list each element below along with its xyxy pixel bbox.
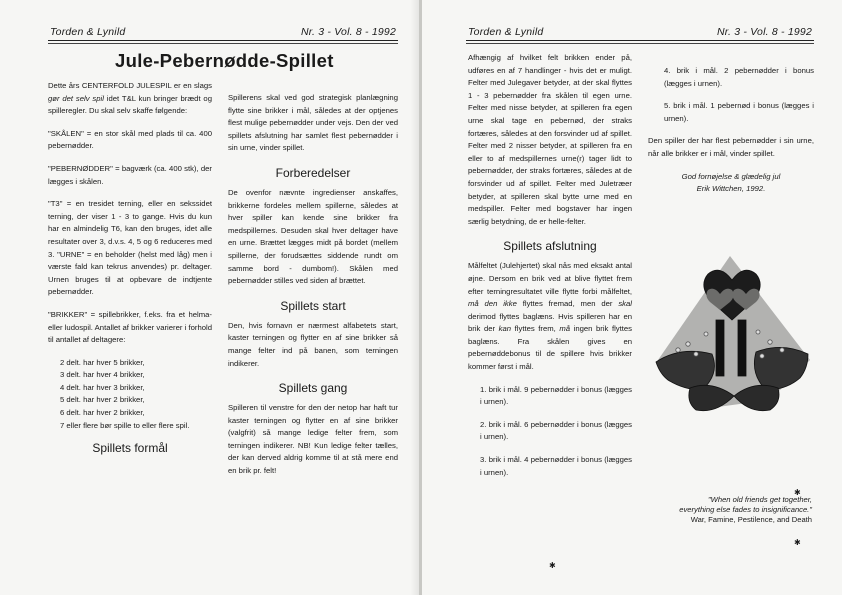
right-column-2 [648, 65, 814, 196]
page-title: Jule-Pebernødde-Spillet [115, 50, 334, 71]
pebernoedder-paragraph: "PEBERNØDDER" = bagværk (ca. 400 stk), der lægges i skålen. [48, 163, 212, 186]
vinder-paragraph: Den spiller der har flest pebernødder i sin urne, når alle brikker er i mål, vinder spillet. [648, 136, 814, 158]
header-issue: Nr. 3 - Vol. 8 - 1992 [300, 26, 396, 38]
gang-paragraph: Spilleren til venstre for den der netop har haft tur kaster terningen og flytter en af sine brikker (valgfrit) så mange ledige felter frem, som terningen indikerer. NB! Kun ledige felter tælles, der kan derved aldrig komme til at stå mere end en brik pr. felt! [228, 403, 398, 476]
afslutning-italic: må [559, 324, 571, 334]
star-icon: ✱ [794, 538, 801, 547]
intro-text-c: idet T&L kun bringer brædt og spilleregler. Du skal selv skaffe følgende: [48, 93, 212, 116]
signature-greeting: God fornøjelse & glædelig jul [681, 171, 781, 181]
start-paragraph: Den, hvis fornavn er nærmest alfabetets start, kaster terningen og flytter en af sine brikker så mange felter ind på banen, som terningen indikerer. [228, 320, 398, 368]
quote-attribution: War, Famine, Pestilence, and Death [690, 515, 812, 524]
holly-heart-ornament-icon [650, 250, 818, 420]
bonus-5: 5. brik i mål. 1 pebernød i bonus (lægges i urnen). [664, 101, 814, 123]
section-heading-formaal: Spillets formål [92, 441, 168, 456]
handlinger-paragraph: Afhængig af hvilket felt brikken ender på, udføres en af 7 handlinger - hvis det er muligt. Felter med Julegaver betyder, at der skal flyttes 1 - 3 pebernødder fra skålen til egen urne. Felter med nisse betyder, at spilleren fra egen urne skal tage en pebernød, der straks fortæres, således at den forsvinder ud af spillet. Felter med 2 nisser betyder, at spilleren fra en eller to af medspillernes urne(r) tager lidt to pebernødder, der straks fortæres, således at de forsvinder ud af spillet. Felter med Juletræer betyder, at spilleren skal bytte urne med en medspiller. Felter med bogstaver har ingen særlig betydning, de er helle-felter. [468, 53, 632, 226]
afslutning-text: flyttes frem, [514, 324, 556, 334]
star-icon: ✱ [549, 561, 556, 570]
header-rule [466, 40, 814, 41]
list-item: 7 eller flere bør spille to eller flere spil. [60, 420, 190, 430]
afslutning-italic: må [468, 299, 479, 309]
section-heading-afslutning: Spillets afslutning [503, 239, 597, 254]
list-item: 2 delt. har hver 5 brikker, [60, 357, 145, 367]
header-rule-thin [48, 43, 398, 44]
afslutning-italic: skal [618, 299, 632, 309]
afslutning-italic: kan [498, 324, 512, 334]
afslutning-italic: den [484, 299, 498, 309]
intro-text-a: Dette års CENTERFOLD JULESPIL er en slags [48, 81, 212, 90]
list-item: 4 delt. har hver 3 brikker, [60, 382, 145, 392]
header-publication: Torden & Lynild [50, 26, 126, 38]
brikker-list [48, 357, 212, 433]
list-item: 5 delt. har hver 2 brikker, [60, 395, 145, 405]
left-column-2 [228, 92, 398, 488]
quote-line-2: everything else fades to insignificance." [679, 505, 812, 514]
intro-paragraph [48, 80, 212, 118]
bonus-3: 3. brik i mål. 4 pebernødder i bonus (lægges i urnen). [480, 455, 632, 477]
formaal-paragraph: Spillerens skal ved god strategisk planlægning flytte sine brikker i mål, således at der optjenes flest mulige pebernødder under vejs. Den der ved spillets afslutning har samlet flest pebernødder i sin urne, vinder spillet. [228, 93, 398, 153]
header-issue: Nr. 3 - Vol. 8 - 1992 [716, 26, 812, 38]
forberedelser-paragraph: De ovenfor nævnte ingredienser anskaffes, brikkerne fordeles mellem spillerne, således at hver spiller kan kende sine brikker fra medspillernes. Desuden skal hver deltager have en urne. Brættet lægges midt på bordet (mellem spillerne, der forudsættes siddende rundt om samme bord - dumbom!). Skålen med pebernødder stilles ved siden af brættet. [228, 187, 398, 286]
afslutning-paragraph [468, 260, 632, 373]
page-gutter [419, 0, 422, 595]
bonus-2: 2. brik i mål. 6 pebernødder i bonus (lægges i urnen). [480, 419, 632, 442]
closing-quote [640, 495, 812, 525]
section-heading-forberedelser: Forberedelser [275, 165, 351, 180]
bonus-4: 4. brik i mål. 2 pebernødder i bonus (lægges i urnen). [664, 66, 814, 88]
brikker-paragraph: "BRIKKER" = spillebrikker, f.eks. fra et helma- eller ludospil. Antallet af brikker varierer i forhold til antallet af deltagere: [48, 309, 212, 345]
list-item: 3 delt. har hver 4 brikker, [60, 370, 145, 380]
signature-author: Erik Wittchen, 1992. [696, 184, 766, 194]
afslutning-italic: ikke [503, 299, 517, 309]
right-column-1 [468, 52, 632, 489]
afslutning-text: Målfeltet (Julehjertet) skal nås med eksakt antal øjne. Dersom en brik ved at blive flyttet frem efter terningresultatet ville flytte forbi målfeltet, [468, 261, 632, 296]
afslutning-text: ingen brik flyttes baglæns. Fra skålen gives en pebernøddebonus til de spillere hvis brikker kommer først i mål. [468, 324, 633, 372]
afslutning-text: derimod flyttes baglæns. Hvis spilleren har en brik der [468, 311, 632, 334]
afslutning-text: flyttes fremad, men der [522, 299, 613, 309]
list-item: 6 delt. har hver 2 brikker, [60, 408, 145, 418]
header-publication: Torden & Lynild [468, 26, 544, 38]
intro-text-italic: gør det selv spil [48, 93, 104, 103]
star-icon: ✱ [794, 488, 801, 497]
quote-line-1: "When old friends get together, [707, 495, 812, 504]
bonus-1: 1. brik i mål. 9 pebernødder i bonus (lægges i urnen). [480, 384, 632, 407]
section-heading-gang: Spillets gang [278, 381, 348, 396]
skaalen-paragraph: "SKÅLEN" = en stor skål med plads til ca. 400 pebernødder. [48, 128, 212, 151]
section-heading-start: Spillets start [280, 298, 346, 313]
header-rule [48, 40, 398, 41]
terning-paragraph: "T3" = en tresidet terning, eller en sekssidet terning, der viser 1 - 3 to gange. Hvis du kun har en almindelig T6, kan den bruges, idet alle resultater over 3, d.v.s. 4, 5 og 6 reduceres med 3. "URNE" = en beholder (helst med låg) men i værste fald kan tekrus anvendes) pr. deltager. Urnen bruges til at opbevare de indtjente pebernødder. [48, 199, 212, 297]
left-column-1 [48, 80, 212, 462]
header-rule-thin [466, 43, 814, 44]
